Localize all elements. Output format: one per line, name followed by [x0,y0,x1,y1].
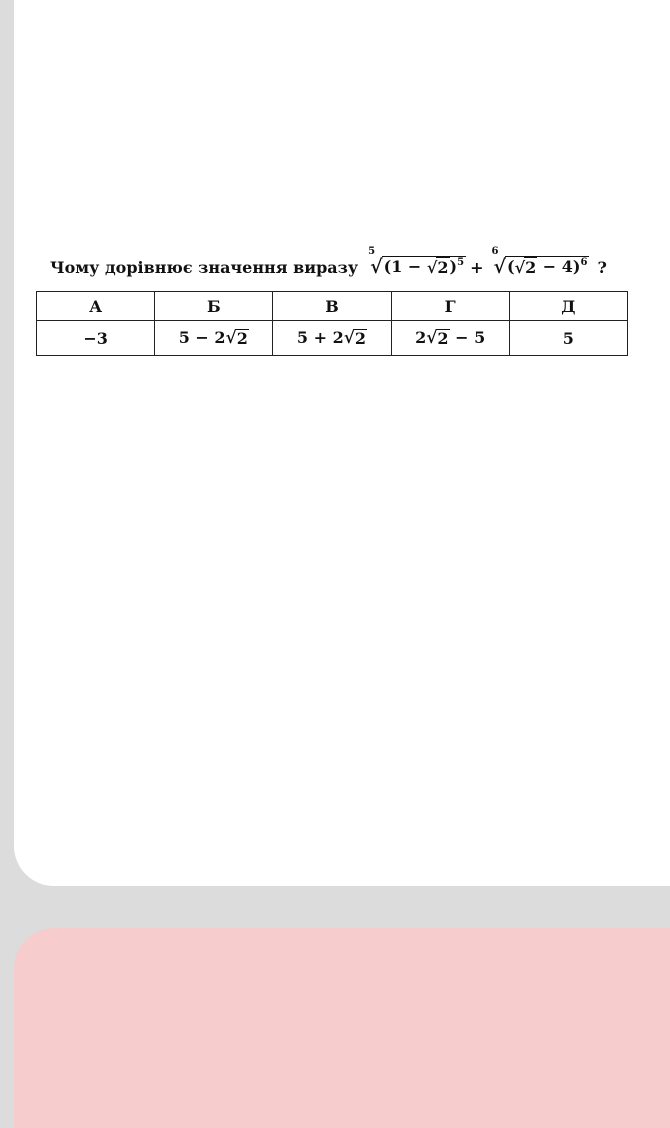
term1-close: ) [449,257,458,277]
question-text [50,246,607,284]
header-row [37,292,628,321]
radicand-2 [505,256,589,277]
radicand-1 [382,256,466,277]
term2-open: ( [506,257,515,277]
header-e: Д [509,292,627,321]
answer-d[interactable]: 2 √ 2 − 5 [391,321,509,356]
sqrt-2: √ 2 [225,327,248,348]
question-card [14,0,670,886]
header-c: В [273,292,391,321]
sqrt-2: √ 2 [426,327,449,348]
answer-table [36,291,628,356]
root-index-6: 6 [491,246,499,258]
answer-row [37,321,628,356]
header-d: Г [391,292,509,321]
answer-e[interactable]: 5 [509,321,627,356]
root-index-5: 5 [368,246,376,258]
sixth-root [491,246,589,278]
math-expression [364,246,607,278]
sqrt-2: √ 2 [514,257,537,278]
answer-b[interactable]: 5 − 2 √ 2 [155,321,273,356]
plus-sign: + [470,257,484,277]
power-5: 5 [457,257,465,269]
sqrt-2: √ 2 [343,327,367,348]
sqrt-2: √ 2 [426,257,449,278]
power-6: 6 [580,257,588,269]
header-b: Б [155,292,273,321]
radical-sign: √ [370,255,383,278]
term2-close: − 4) [537,257,581,277]
answer-card [14,928,670,1128]
answer-a[interactable]: −3 [37,321,155,356]
term1-open: (1 − [383,257,427,277]
header-a: А [37,292,155,321]
answer-c[interactable]: 5 + 2 √ 2 [273,321,391,356]
radical-sign: √ [493,255,506,278]
question-mark: ? [597,257,607,277]
question-label: Чому дорівнює значення виразу [50,257,359,277]
fifth-root [368,246,466,278]
